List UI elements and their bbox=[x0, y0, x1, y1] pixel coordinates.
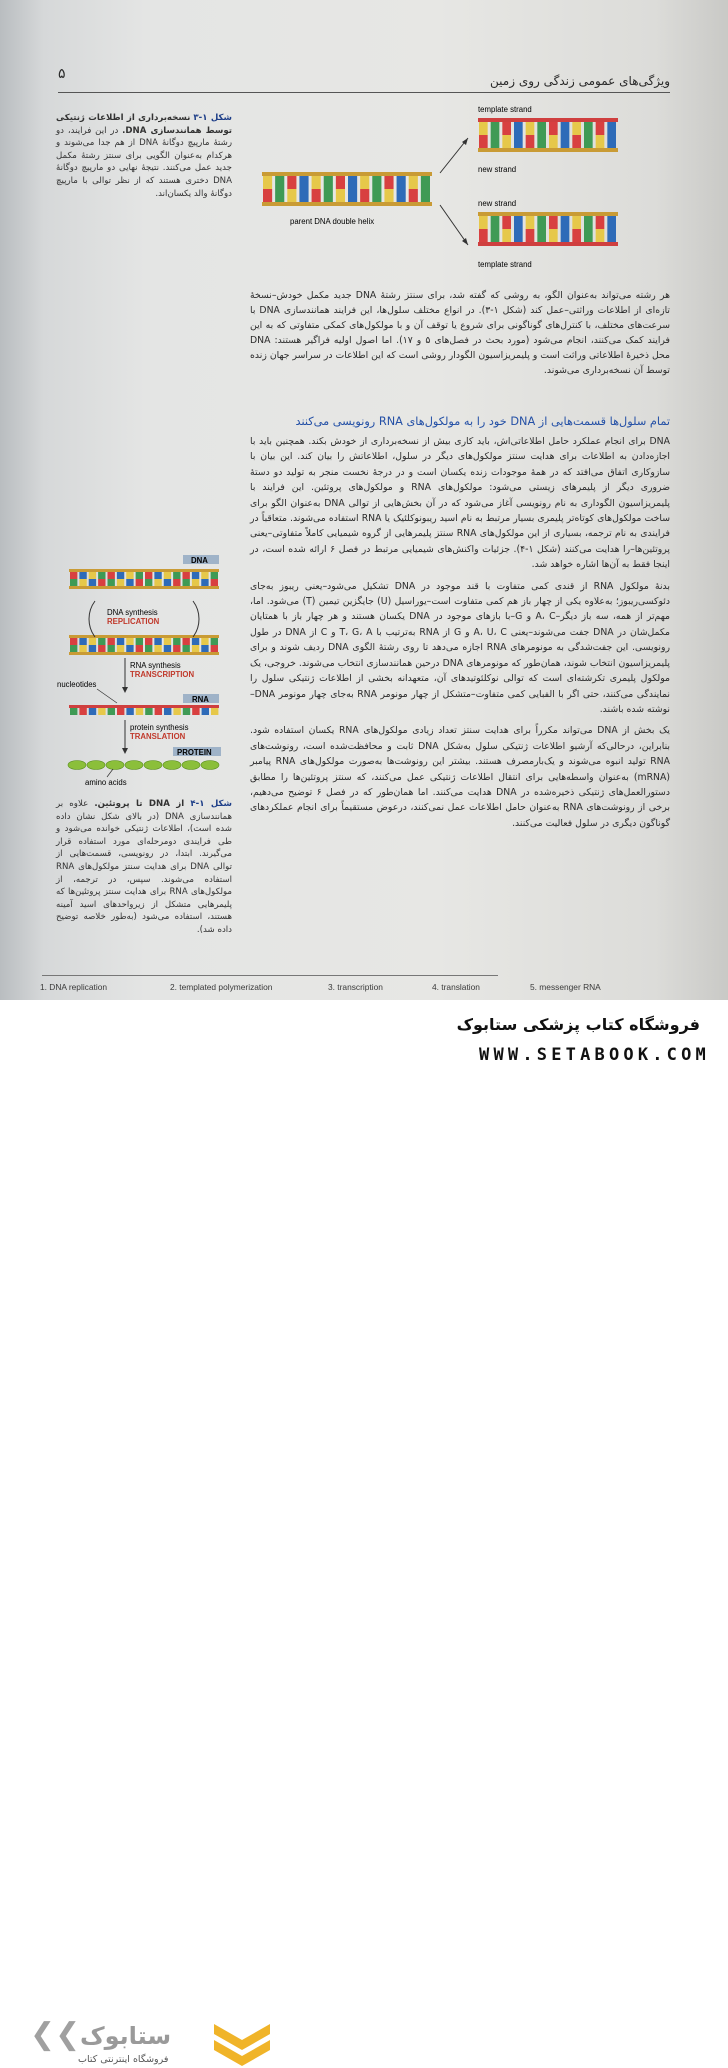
base-rung bbox=[275, 189, 284, 202]
base-rung bbox=[348, 189, 357, 202]
base bbox=[211, 572, 218, 579]
base-rung bbox=[561, 122, 570, 135]
label-template-strand-bottom: template strand bbox=[478, 260, 532, 269]
figure2-caption-body: علاوه بر همانندسازی DNA (در بالای شکل نشان داده شده است)، اطلاعات ژنتیکی خوانده می‌شود و طی فرایندی دومرحله‌ای مورد استفاده قرار می‌گیرند. ابتدا، در رونویسی، قسمت‌هایی از توالی DNA برای هدایت سنتز مولکول‌های RNA استفاده می‌شوند. سپس، در ترجمه، از مولکول‌های RNA برای هدایت سنتز پروتئین‌ها که پلیمرهایی متشکل از زیرواحدهای اسید آمینه هستند، استفاده می‌شود (به‌طور خلاصه توضیح داده شد). bbox=[56, 799, 233, 935]
base-rung bbox=[397, 176, 406, 189]
base-rung bbox=[491, 135, 500, 148]
rna-base bbox=[108, 708, 115, 715]
base bbox=[192, 645, 199, 652]
base-rung bbox=[596, 216, 605, 229]
store-banner bbox=[0, 1000, 728, 2065]
base-rung bbox=[384, 176, 393, 189]
figure2-caption bbox=[56, 798, 232, 937]
base bbox=[211, 645, 218, 652]
amino-acid bbox=[106, 761, 124, 770]
base bbox=[183, 579, 190, 586]
base-rung bbox=[491, 122, 500, 135]
base bbox=[154, 645, 161, 652]
base-rung bbox=[607, 229, 616, 242]
backbone-top bbox=[478, 118, 618, 122]
body-paragraph-1: هر رشته می‌تواند به‌عنوان الگو، به روشی که گفته شد، برای سنتز رشتهٔ DNA جدید مکمل خودش–نسخهٔ تازه‌ای از اطلاعات وراثتی–عمل کند (شکل ۱-۳). در انواع مختلف سلول‌ها، این فرایند همانندسازی DNA با سرعت‌های مختلف، با کنترل‌های گوناگونی برای شروع یا توقف آن و با مولکول‌های کمکی متفاوتی که به این فرایند کمک می‌کنند، انجام می‌شود (مورد بحث در فصل‌های ۵ و ۱۷). اما اصول اولیه فراگیر هستند: DNA محل ذخیرهٔ اطلاعاتی وراثت است و پلیمریزاسیون الگودار روشی است که این اطلاعات در سراسر جهان زنده توسط آن نسخه‌برداری می‌شوند. bbox=[250, 290, 670, 377]
replication-cycle-right bbox=[193, 601, 199, 637]
base bbox=[117, 572, 124, 579]
rna-base bbox=[164, 708, 171, 715]
base bbox=[70, 579, 77, 586]
base-rung bbox=[502, 135, 511, 148]
base-rung bbox=[275, 176, 284, 189]
label-dna-synthesis: DNA synthesis bbox=[107, 608, 158, 617]
base-rung bbox=[514, 216, 523, 229]
base-rung bbox=[299, 176, 308, 189]
base-rung bbox=[572, 135, 581, 148]
daughter-helix-bottom bbox=[478, 212, 618, 246]
base bbox=[126, 638, 133, 645]
base-rung bbox=[572, 229, 581, 242]
base-rung bbox=[263, 176, 272, 189]
base bbox=[211, 579, 218, 586]
backbone-top bbox=[478, 212, 618, 216]
base-rung bbox=[324, 176, 333, 189]
footnote-5: 5. messenger RNA bbox=[530, 982, 601, 992]
footnote-4: 4. translation bbox=[432, 982, 480, 992]
base bbox=[79, 572, 86, 579]
base-rung bbox=[549, 216, 558, 229]
rna-base bbox=[89, 708, 96, 715]
base bbox=[117, 645, 124, 652]
amino-acid bbox=[201, 761, 219, 770]
base bbox=[192, 638, 199, 645]
figure1-caption-title: شکل ۱-۳ bbox=[193, 113, 232, 123]
base-rung bbox=[384, 189, 393, 202]
base bbox=[154, 638, 161, 645]
base bbox=[98, 579, 105, 586]
figure2-caption-heading: از DNA تا پروتئین. bbox=[94, 799, 185, 809]
base-rung bbox=[526, 122, 535, 135]
base bbox=[117, 579, 124, 586]
base-rung bbox=[584, 216, 593, 229]
base-rung bbox=[491, 216, 500, 229]
logo-text: ستابوک bbox=[80, 2022, 172, 2050]
label-rna-synthesis: RNA synthesis bbox=[130, 661, 181, 670]
dna-strand-row-2 bbox=[69, 635, 219, 655]
paragraph: بدنهٔ مولکول RNA از قندی کمی متفاوت با قند موجود در DNA تشکیل می‌شود–یعنی ریبوز به‌جای دئوکسی‌ریبوز؛ به‌علاوه یکی از چهار باز هم کمی متفاوت است–یوراسیل (U) جایگزین تیمین (T) می‌شود. اما، مهم‌تر از همه، سه باز دیگر–A، C و G–با بازهای موجود در DNA یکسان هستند و هر چهار باز با همتایان مکمل‌شان در DNA جفت می‌شوند–یعنی A، U، C و G از RNA به‌ترتیب با T، G، A و C از DNA در طول رونویسی. این جفت‌شدگی به مونومرهای RNA اجازه می‌دهد تا روی رشتهٔ الگوی DNA ردیف شوند و برای پلیمریزاسیون انتخاب شوند، همان‌طور که مونومرهای DNA درحین همانندسازی انتخاب می‌شوند. خروجی، یک مولکول پلیمری تکرشته‌ای است که توالی نوکلئوتیدهای آن، متعهدانه بخشی از اطلاعات ژنتیکی سلول را نمایندگی می‌کنند، حتی اگر با الفبایی کمی متفاوت–متشکل از چهار مونومر RNA به‌جای چهار مونومر DNA–نوشته شده باشند. bbox=[250, 580, 671, 715]
footnote-1: 1. DNA replication bbox=[40, 982, 108, 992]
parent-helix bbox=[262, 172, 432, 206]
label-dna: DNA bbox=[191, 556, 208, 565]
figure1-caption-heading: نسخه‌برداری از اطلاعات ژنتیکی توسط همانندسازی DNA. bbox=[56, 113, 232, 136]
paragraph: یک بخش از DNA می‌تواند مکرراً برای هدایت سنتز تعداد زیادی مولکول‌های RNA یکسان استفاده شود. بنابراین، درحالی‌که آرشیو اطلاعات ژنتیکی سلول به‌شکل DNA ثابت و محافظت‌شده است، رونوشت‌های RNA تولید انبوه می‌شوند و یک‌بارمصرف هستند. بیشتر این رونوشت‌ها به‌صورت مولکول‌های RNA پیامبر (mRNA) به‌عنوان واسطه‌هایی برای انتقال اطلاعات ژنتیکی عمل می‌کنند، که سنتز پروتئین‌ها را مطابق دستورالعمل‌های ژنتیکی ذخیره‌شده در DNA هدایت می‌کنند. اما همان‌طور که در فصل ۶ توضیح می‌دهیم، برخی از رونوشت‌های RNA به‌عنوان حامل اطلاعات عمل نمی‌کنند، درعوض مستقیماً برای انجام عملکردهای گوناگون دیگری در سلول فعالیت می‌کنند. bbox=[250, 725, 670, 829]
rna-base bbox=[79, 708, 86, 715]
rna-base bbox=[98, 708, 105, 715]
base-rung bbox=[479, 216, 488, 229]
body-section-2 bbox=[250, 434, 670, 837]
base bbox=[183, 645, 190, 652]
base bbox=[183, 572, 190, 579]
base-rung bbox=[607, 135, 616, 148]
base bbox=[173, 638, 180, 645]
rna-strand bbox=[69, 705, 219, 715]
base-rung bbox=[360, 189, 369, 202]
label-new-strand-top: new strand bbox=[478, 165, 517, 174]
base-rung bbox=[372, 176, 381, 189]
base-rung bbox=[584, 229, 593, 242]
base bbox=[211, 638, 218, 645]
rna-base bbox=[192, 708, 199, 715]
base-rung bbox=[526, 135, 535, 148]
base-rung bbox=[479, 122, 488, 135]
label-translation: TRANSLATION bbox=[130, 732, 186, 741]
footnote-3: 3. transcription bbox=[328, 982, 383, 992]
backbone bbox=[69, 586, 219, 589]
base-rung bbox=[514, 135, 523, 148]
dna-replication-figure bbox=[250, 100, 622, 275]
base-rung bbox=[360, 176, 369, 189]
replication-cycle-left bbox=[89, 601, 95, 637]
base bbox=[192, 572, 199, 579]
base-rung bbox=[479, 229, 488, 242]
base bbox=[173, 572, 180, 579]
backbone bbox=[69, 652, 219, 655]
backbone-top bbox=[262, 172, 432, 176]
base-rung bbox=[324, 189, 333, 202]
rna-base bbox=[126, 708, 133, 715]
rna-backbone bbox=[69, 705, 219, 708]
figure1-caption bbox=[56, 112, 232, 200]
store-name: فروشگاه کتاب پزشکی ستابوک bbox=[456, 1015, 700, 1034]
base bbox=[173, 579, 180, 586]
base bbox=[136, 638, 143, 645]
base-rung bbox=[607, 122, 616, 135]
base bbox=[136, 579, 143, 586]
amino-acid bbox=[68, 761, 86, 770]
base bbox=[70, 645, 77, 652]
base-rung bbox=[561, 216, 570, 229]
rna-base bbox=[70, 708, 77, 715]
base-rung bbox=[348, 176, 357, 189]
store-url[interactable]: WWW.SETABOOK.COM bbox=[479, 1045, 710, 1065]
base bbox=[164, 645, 171, 652]
base bbox=[145, 645, 152, 652]
base-rung bbox=[421, 189, 430, 202]
base-rung bbox=[502, 216, 511, 229]
label-transcription: TRANSCRIPTION bbox=[130, 670, 195, 679]
rna-base bbox=[202, 708, 209, 715]
base bbox=[173, 645, 180, 652]
base bbox=[145, 638, 152, 645]
base-rung bbox=[409, 189, 418, 202]
base-rung bbox=[561, 135, 570, 148]
base-rung bbox=[372, 189, 381, 202]
amino-acid bbox=[182, 761, 200, 770]
chapter-title: ویژگی‌های عمومی زندگی روی زمین bbox=[490, 74, 670, 88]
footnote-rule bbox=[42, 975, 498, 976]
base-rung bbox=[572, 122, 581, 135]
paragraph: DNA برای انجام عملکرد حامل اطلاعاتی‌اش، باید کاری بیش از نسخه‌برداری از خودش بکند. همچنین باید با اجازه‌دادن به اطلاعات برای هدایت سنتز مولکول‌های دیگر در سلول، اطلاعاتش را بیان کند. این بیان با سازوکاری اتفاق می‌افتد که در همهٔ موجودات زنده یکسان است و در درجهٔ نخست منجر به تولید دو دستهٔ ضروری دیگر از پلیمرهای زیستی می‌شود: مولکول‌های RNA و مولکول‌های پروتئین. این فرایند با پلیمریزاسیون الگوداری به نام رونویسی آغاز می‌شود که در آن بخش‌هایی از توالی DNA به‌عنوان الگو برای ساخت مولکول‌های کوتاه‌تر پلیمری بسیار مرتبط به نام اسید ریبونوکلئیک یا RNA استفاده می‌شوند. متعاقباً در فرایندی به نام ترجمه، بسیاری از این مولکول‌های RNA سنتز پلیمرهایی از گروه شیمیایی کاملاً متفاوتی–یعنی پروتئین‌ها–را هدایت می‌کنند (شکل ۱-۴). جزئیات واکنش‌های شیمیایی مرتبط در فصل ۶ ارائه شده است، در اینجا فقط به آن‌ها اشاره خواهد شد. bbox=[250, 436, 671, 571]
base-rung bbox=[409, 176, 418, 189]
base-rung bbox=[502, 229, 511, 242]
base-rung bbox=[397, 189, 406, 202]
amino-acid bbox=[87, 761, 105, 770]
base-rung bbox=[491, 229, 500, 242]
backbone-bottom bbox=[478, 148, 618, 152]
base bbox=[145, 572, 152, 579]
base bbox=[70, 638, 77, 645]
base-rung bbox=[526, 216, 535, 229]
figure1-caption-body: در این فرایند، دو رشتهٔ مارپیچ دوگانهٔ DNA از هم جدا می‌شوند و هرکدام به‌عنوان الگویی برای سنتز رشتهٔ مکمل جدید عمل می‌کنند. نتیجهٔ نهایی دو مارپیچ دوگانهٔ DNA دختری هستند که از نظر توالی با مارپیچ دوگانهٔ والد یکسان‌اند. bbox=[56, 125, 232, 199]
base bbox=[79, 579, 86, 586]
backbone bbox=[69, 635, 219, 638]
base bbox=[136, 645, 143, 652]
section-heading: تمام سلول‌ها قسمت‌هایی از DNA خود را به مولکول‌های RNA رونویسی می‌کنند bbox=[295, 415, 670, 428]
amino-acid bbox=[144, 761, 162, 770]
base-rung bbox=[287, 189, 296, 202]
base-rung bbox=[537, 122, 546, 135]
base-rung bbox=[514, 122, 523, 135]
logo-chevron-icon bbox=[212, 2018, 272, 2068]
label-rna: RNA bbox=[192, 695, 209, 704]
base bbox=[79, 645, 86, 652]
base-rung bbox=[312, 176, 321, 189]
base bbox=[201, 645, 208, 652]
page-number: ۵ bbox=[58, 66, 66, 82]
base bbox=[164, 579, 171, 586]
rna-base bbox=[155, 708, 162, 715]
label-template-strand-top: template strand bbox=[478, 105, 532, 114]
base bbox=[192, 579, 199, 586]
amino-acids-pointer bbox=[107, 769, 113, 777]
base-rung bbox=[607, 216, 616, 229]
base-rung bbox=[596, 135, 605, 148]
base-rung bbox=[336, 176, 345, 189]
base-rung bbox=[537, 135, 546, 148]
base-rung bbox=[537, 216, 546, 229]
base bbox=[201, 572, 208, 579]
base-rung bbox=[584, 122, 593, 135]
footnote-2: 2. templated polymerization bbox=[170, 982, 273, 992]
base bbox=[70, 572, 77, 579]
label-parent-helix: parent DNA double helix bbox=[290, 217, 375, 226]
figure2-caption-title: شکل ۱-۴ bbox=[190, 799, 232, 809]
base bbox=[108, 638, 115, 645]
base bbox=[98, 572, 105, 579]
rna-base bbox=[211, 708, 218, 715]
base-rung bbox=[584, 135, 593, 148]
base bbox=[79, 638, 86, 645]
label-new-strand-bottom: new strand bbox=[478, 199, 517, 208]
logo-arrows-icon: ❮❮ bbox=[30, 2017, 81, 2052]
base bbox=[98, 645, 105, 652]
base bbox=[98, 638, 105, 645]
amino-acid bbox=[125, 761, 143, 770]
base-rung bbox=[537, 229, 546, 242]
label-protein-synthesis: protein synthesis bbox=[130, 723, 189, 732]
base bbox=[89, 579, 96, 586]
rna-base bbox=[173, 708, 180, 715]
base bbox=[126, 572, 133, 579]
label-replication: REPLICATION bbox=[107, 617, 160, 626]
label-amino-acids: amino acids bbox=[85, 778, 127, 787]
base bbox=[108, 645, 115, 652]
arrow-transcription-head bbox=[122, 687, 128, 693]
nucleotides-pointer bbox=[97, 689, 117, 703]
base bbox=[201, 579, 208, 586]
base bbox=[164, 638, 171, 645]
base bbox=[117, 638, 124, 645]
arrow-translation-head bbox=[122, 748, 128, 754]
base bbox=[145, 579, 152, 586]
base-rung bbox=[514, 229, 523, 242]
base bbox=[164, 572, 171, 579]
central-dogma-figure bbox=[55, 555, 233, 790]
rna-base bbox=[117, 708, 124, 715]
header-rule bbox=[58, 92, 670, 93]
arrow-down-head bbox=[462, 238, 468, 245]
label-nucleotides: nucleotides bbox=[57, 680, 97, 689]
base-rung bbox=[502, 122, 511, 135]
backbone bbox=[69, 569, 219, 572]
base-rung bbox=[263, 189, 272, 202]
label-protein: PROTEIN bbox=[177, 748, 212, 757]
book-page bbox=[0, 0, 728, 1000]
base-rung bbox=[561, 229, 570, 242]
base bbox=[154, 572, 161, 579]
rna-base bbox=[136, 708, 143, 715]
backbone-bottom bbox=[478, 242, 618, 246]
backbone-bottom bbox=[262, 202, 432, 206]
rna-base bbox=[145, 708, 152, 715]
base bbox=[136, 572, 143, 579]
base-rung bbox=[596, 122, 605, 135]
protein-chain bbox=[68, 761, 219, 770]
base-rung bbox=[336, 189, 345, 202]
base bbox=[108, 572, 115, 579]
daughter-helix-top bbox=[478, 118, 618, 152]
base-rung bbox=[572, 216, 581, 229]
base-rung bbox=[479, 135, 488, 148]
logo-subtitle: فروشگاه اینترنتی کتاب bbox=[78, 2054, 169, 2065]
base bbox=[89, 645, 96, 652]
base-rung bbox=[526, 229, 535, 242]
amino-acid bbox=[163, 761, 181, 770]
base-rung bbox=[299, 189, 308, 202]
base-rung bbox=[549, 122, 558, 135]
base bbox=[108, 579, 115, 586]
rna-base bbox=[183, 708, 190, 715]
base bbox=[126, 645, 133, 652]
base bbox=[154, 579, 161, 586]
base-rung bbox=[287, 176, 296, 189]
base bbox=[183, 638, 190, 645]
base-rung bbox=[596, 229, 605, 242]
base-rung bbox=[549, 229, 558, 242]
base bbox=[89, 572, 96, 579]
base-rung bbox=[421, 176, 430, 189]
base bbox=[201, 638, 208, 645]
arrow-down bbox=[440, 205, 468, 245]
base bbox=[126, 579, 133, 586]
base bbox=[89, 638, 96, 645]
base-rung bbox=[312, 189, 321, 202]
base-rung bbox=[549, 135, 558, 148]
dna-strand-row-1 bbox=[69, 569, 219, 589]
